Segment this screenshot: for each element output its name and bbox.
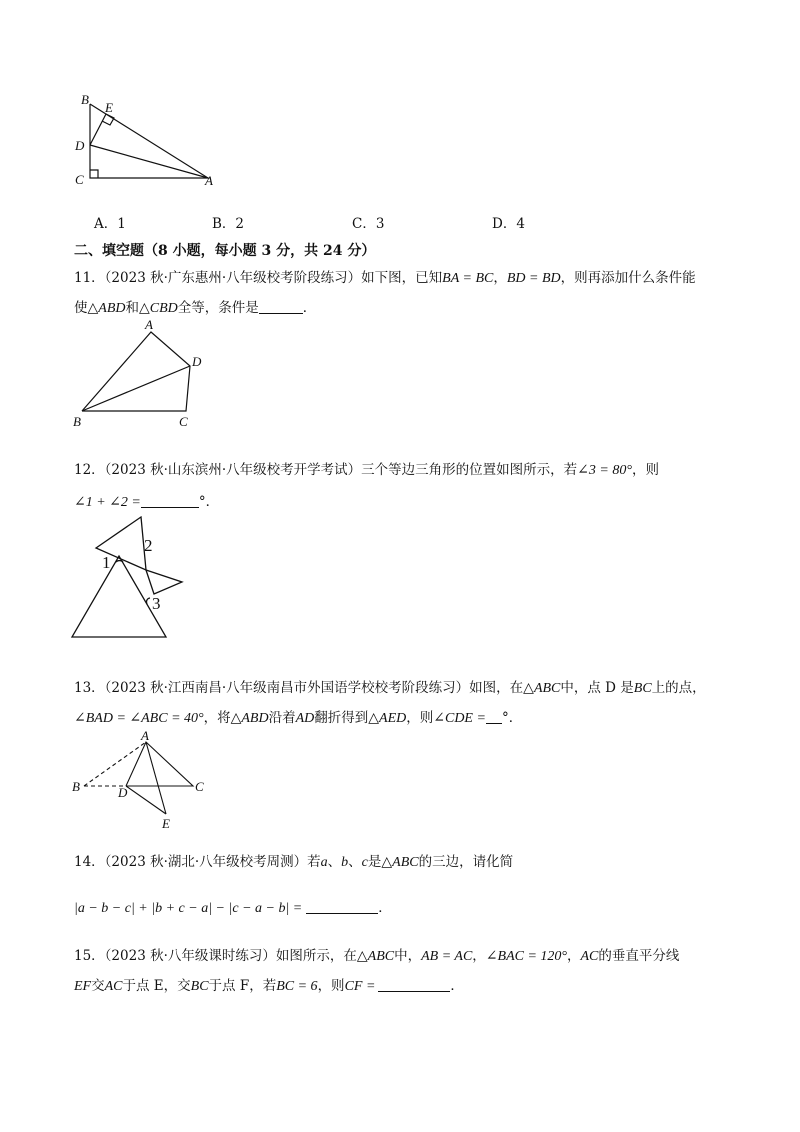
q15-line1: 15．（2023 秋·八年级课时练习）如图所示，在△ABC中，AB = AC，∠BAC = 120°，AC的垂直平分线 — [74, 948, 680, 964]
answer-blank[interactable] — [486, 710, 502, 724]
fig12-label-1: 1 — [102, 553, 111, 572]
fig12-label-3: 3 — [152, 594, 161, 613]
fig11-label-C: C — [179, 414, 188, 429]
section-title: 二、填空题（8 小题，每小题 3 分，共 24 分） — [74, 243, 376, 259]
q12-figure — [66, 510, 196, 642]
answer-blank[interactable] — [141, 494, 199, 508]
fig13-label-C: C — [195, 779, 204, 794]
q10-figure — [68, 92, 228, 192]
fig13-label-E: E — [162, 816, 170, 831]
option-d: D．4 — [492, 216, 525, 232]
answer-blank[interactable] — [259, 300, 303, 314]
option-c: C．3 — [352, 216, 385, 232]
q11-line2: 使△ABD和△CBD全等，条件是 ． — [74, 300, 317, 316]
fig13-label-B: B — [72, 779, 80, 794]
option-b: B．2 — [212, 216, 245, 232]
q15-line2: EF交AC于点 E，交BC于点 F，若BC = 6，则CF = ． — [74, 978, 464, 994]
fig10-label-E: E — [105, 100, 113, 115]
fig13-label-A: A — [141, 728, 149, 743]
fig10-label-C: C — [75, 172, 84, 187]
answer-blank[interactable] — [306, 900, 378, 914]
fig10-label-A: A — [205, 173, 213, 188]
fig13-label-D: D — [118, 785, 128, 800]
fig11-label-D: D — [192, 354, 202, 369]
answer-blank[interactable] — [378, 978, 450, 992]
fig10-label-D: D — [75, 138, 85, 153]
q14-line1: 14．（2023 秋·湖北·八年级校考周测）若a、b、c是△ABC的三边，请化简 — [74, 854, 514, 870]
q11-line1: 11．（2023 秋·广东惠州·八年级校考阶段练习）如下图，已知BA = BC，BD = BD，则再添加什么条件能 — [74, 270, 696, 286]
fig11-label-B: B — [73, 414, 81, 429]
fig11-label-A: A — [145, 317, 153, 332]
q13-figure — [68, 728, 218, 836]
q13-line2: ∠BAD = ∠ABC = 40°，将△ABD沿着AD翻折得到△AED，则∠CDE = °． — [74, 710, 523, 726]
fig10-label-B: B — [81, 92, 89, 107]
q13-line1: 13．（2023 秋·江西南昌·八年级南昌市外国语学校校考阶段练习）如图，在△ABC中，点 D 是BC上的点， — [74, 680, 706, 696]
q14-line2: |a − b − c| + |b + c − a| − |c − a − b| = ． — [74, 900, 392, 916]
fig12-label-2: 2 — [144, 536, 153, 555]
option-a: A．1 — [94, 216, 126, 232]
q11-figure — [68, 316, 218, 432]
q12-line2: ∠1 + ∠2 = °． — [74, 494, 220, 510]
q12-line1: 12．（2023 秋·山东滨州·八年级校考开学考试）三个等边三角形的位置如图所示，若∠3 = 80°，则 — [74, 462, 659, 478]
